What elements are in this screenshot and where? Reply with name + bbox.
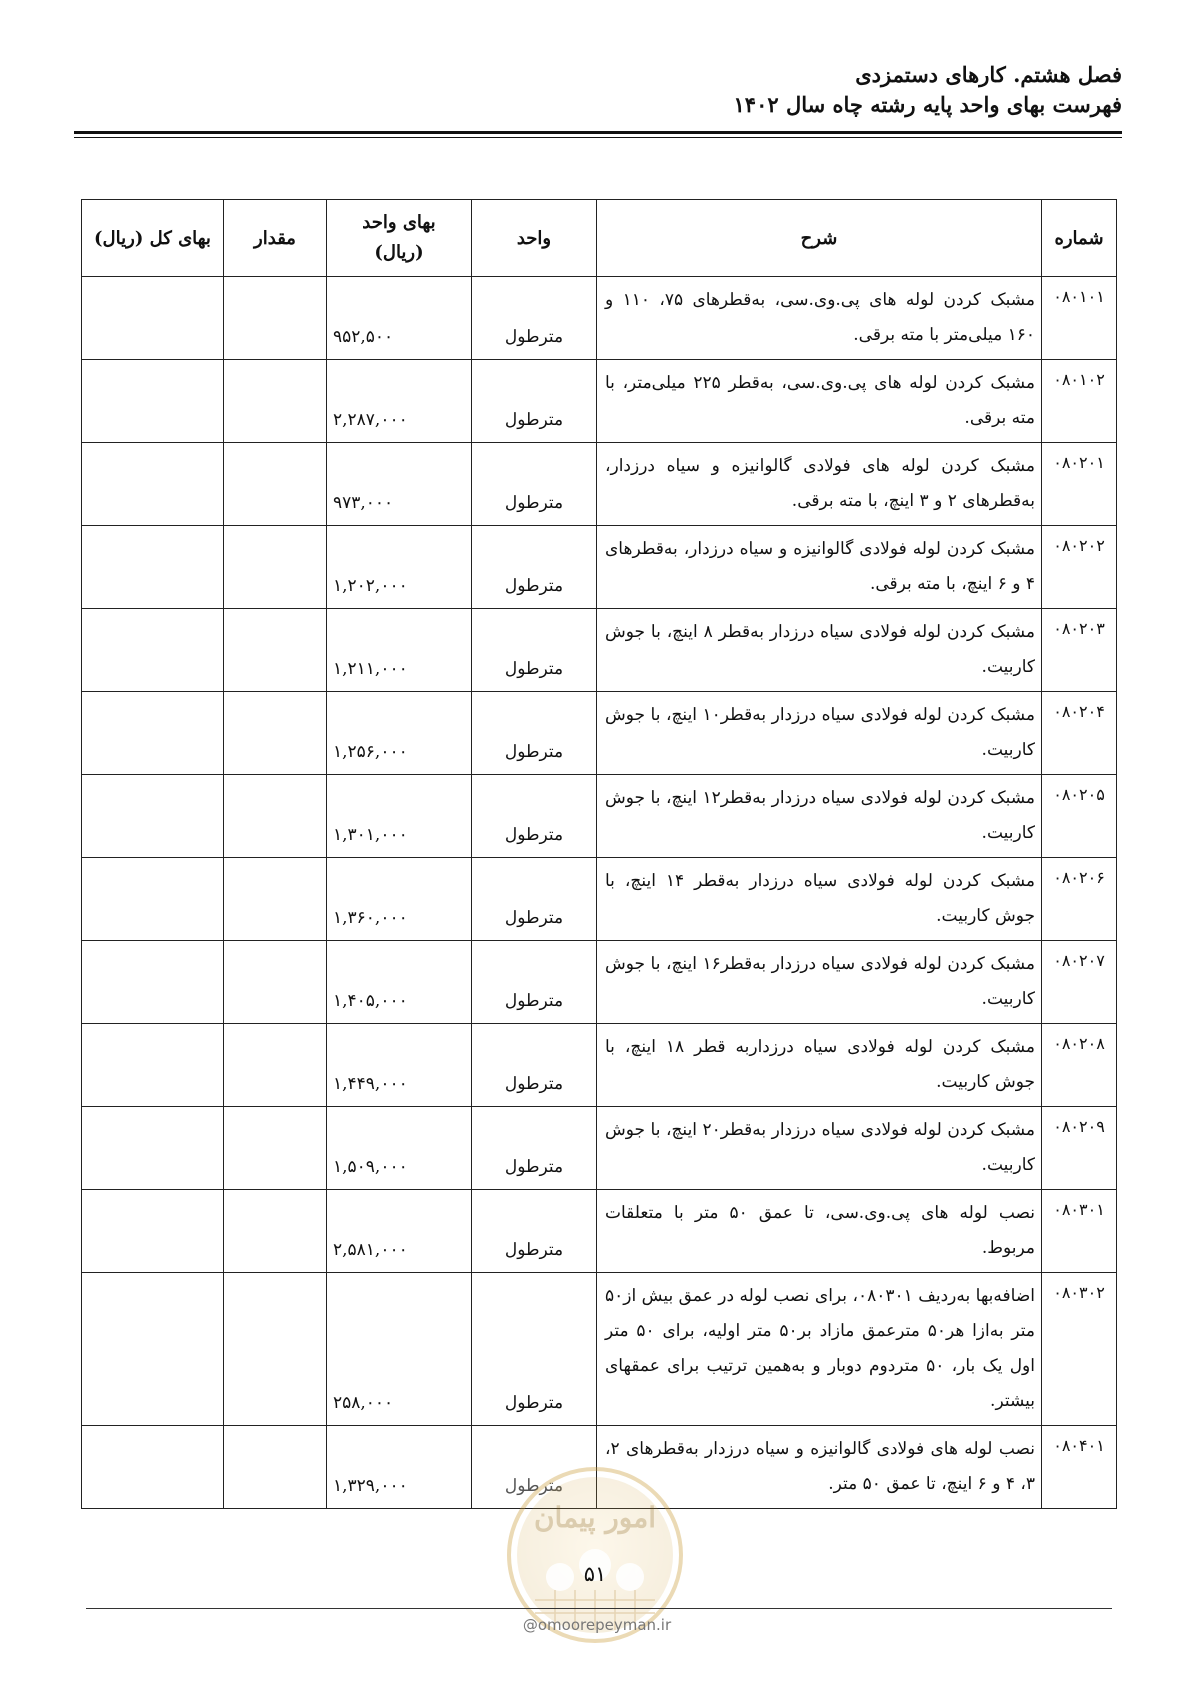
row-code: ۰۸۰۲۰۷	[1042, 941, 1117, 1024]
row-quantity	[224, 941, 327, 1024]
row-unit: مترطول	[472, 360, 597, 443]
row-unit-price: ۲۵۸,۰۰۰	[327, 1273, 472, 1426]
row-description: اضافه‌بها به‌ردیف ۰۸۰۳۰۱، برای نصب لوله در عمق بیش از۵۰ متر به‌ازا هر۵۰ مترعمق مازاد بر۵۰ متر اولیه، برای ۵۰ متر اول یک بار، ۵۰ متردوم دوبار و به‌همین ترتیب برای عمقهای بیشتر.	[597, 1273, 1042, 1426]
header-unit-price: بهای واحد (ریال)	[327, 200, 472, 277]
row-code: ۰۸۰۲۰۹	[1042, 1107, 1117, 1190]
row-unit: مترطول	[472, 1426, 597, 1509]
table-row	[82, 1273, 1117, 1426]
row-unit: مترطول	[472, 526, 597, 609]
row-unit: مترطول	[472, 941, 597, 1024]
table-row	[82, 858, 1117, 941]
row-unit: مترطول	[472, 692, 597, 775]
row-unit-price: ۱,۴۰۵,۰۰۰	[327, 941, 472, 1024]
row-description: مشبک کردن لوله های فولادی گالوانیزه و سیاه درزدار، به‌قطرهای ۲ و ۳ اینچ، با مته برقی.	[597, 443, 1042, 526]
row-total	[82, 443, 224, 526]
row-total	[82, 858, 224, 941]
row-unit-price: ۱,۲۱۱,۰۰۰	[327, 609, 472, 692]
row-unit-price: ۱,۳۰۱,۰۰۰	[327, 775, 472, 858]
row-unit: مترطول	[472, 1190, 597, 1273]
row-total	[82, 1024, 224, 1107]
footer-rule	[86, 1608, 1112, 1609]
row-unit-price: ۱,۲۰۲,۰۰۰	[327, 526, 472, 609]
row-quantity	[224, 526, 327, 609]
header-unit: واحد	[472, 200, 597, 277]
row-unit: مترطول	[472, 1107, 597, 1190]
row-total	[82, 1426, 224, 1509]
row-quantity	[224, 1426, 327, 1509]
row-code: ۰۸۰۲۰۶	[1042, 858, 1117, 941]
table-row	[82, 775, 1117, 858]
row-quantity	[224, 360, 327, 443]
table-row	[82, 360, 1117, 443]
table-row	[82, 941, 1117, 1024]
table-row	[82, 1107, 1117, 1190]
row-unit: مترطول	[472, 1024, 597, 1107]
row-total	[82, 1273, 224, 1426]
row-quantity	[224, 1107, 327, 1190]
row-description: مشبک کردن لوله فولادی سیاه درزدار به‌قطر ۸ اینچ، با جوش کاربیت.	[597, 609, 1042, 692]
row-code: ۰۸۰۲۰۴	[1042, 692, 1117, 775]
row-total	[82, 692, 224, 775]
row-total	[82, 609, 224, 692]
row-quantity	[224, 692, 327, 775]
row-description: مشبک کردن لوله فولادی سیاه درزدار به‌قطر۱۲ اینچ، با جوش کاربیت.	[597, 775, 1042, 858]
row-code: ۰۸۰۱۰۲	[1042, 360, 1117, 443]
row-code: ۰۸۰۲۰۱	[1042, 443, 1117, 526]
table-row	[82, 1024, 1117, 1107]
row-total	[82, 1107, 224, 1190]
row-description: مشبک کردن لوله فولادی سیاه درزداربه قطر ۱۸ اینچ، با جوش کاربیت.	[597, 1024, 1042, 1107]
row-unit-price: ۲,۵۸۱,۰۰۰	[327, 1190, 472, 1273]
header-description: شرح	[597, 200, 1042, 277]
price-table	[81, 199, 1117, 1509]
row-code: ۰۸۰۲۰۲	[1042, 526, 1117, 609]
header-rule-thin	[74, 137, 1122, 138]
row-description: مشبک کردن لوله فولادی سیاه درزدار به‌قطر۱۶ اینچ، با جوش کاربیت.	[597, 941, 1042, 1024]
row-unit-price: ۱,۴۴۹,۰۰۰	[327, 1024, 472, 1107]
row-quantity	[224, 858, 327, 941]
row-unit: مترطول	[472, 609, 597, 692]
row-code: ۰۸۰۴۰۱	[1042, 1426, 1117, 1509]
row-unit-price: ۱,۳۲۹,۰۰۰	[327, 1426, 472, 1509]
row-quantity	[224, 443, 327, 526]
row-code: ۰۸۰۲۰۸	[1042, 1024, 1117, 1107]
row-unit-price: ۱,۲۵۶,۰۰۰	[327, 692, 472, 775]
row-quantity	[224, 277, 327, 360]
row-description: نصب لوله های فولادی گالوانیزه و سیاه درزدار به‌قطرهای ۲، ۳، ۴ و ۶ اینچ، تا عمق ۵۰ متر.	[597, 1426, 1042, 1509]
row-unit: مترطول	[472, 1273, 597, 1426]
page-header	[74, 60, 1122, 120]
row-unit: مترطول	[472, 277, 597, 360]
row-code: ۰۸۰۱۰۱	[1042, 277, 1117, 360]
header-quantity: مقدار	[224, 200, 327, 277]
row-unit-price: ۹۵۲,۵۰۰	[327, 277, 472, 360]
table-row	[82, 526, 1117, 609]
row-description: مشبک کردن لوله های پی.وی.سی، به‌قطر ۲۲۵ میلی‌متر، با مته برقی.	[597, 360, 1042, 443]
row-description: مشبک کردن لوله فولادی سیاه درزدار به‌قطر۲۰ اینچ، با جوش کاربیت.	[597, 1107, 1042, 1190]
row-unit-price: ۲,۲۸۷,۰۰۰	[327, 360, 472, 443]
row-description: مشبک کردن لوله فولادی سیاه درزدار به‌قطر۱۰ اینچ، با جوش کاربیت.	[597, 692, 1042, 775]
page-number: ۵۱	[583, 1562, 607, 1586]
row-unit: مترطول	[472, 775, 597, 858]
row-quantity	[224, 609, 327, 692]
row-description: مشبک کردن لوله های پی.وی.سی، به‌قطرهای ۷۵، ۱۱۰ و ۱۶۰ میلی‌متر با مته برقی.	[597, 277, 1042, 360]
row-quantity	[224, 775, 327, 858]
row-description: مشبک کردن لوله فولادی گالوانیزه و سیاه درزدار، به‌قطرهای ۴ و ۶ اینچ، با مته برقی.	[597, 526, 1042, 609]
row-quantity	[224, 1273, 327, 1426]
table-row	[82, 443, 1117, 526]
row-total	[82, 941, 224, 1024]
table-row	[82, 609, 1117, 692]
row-unit-price: ۱,۳۶۰,۰۰۰	[327, 858, 472, 941]
row-total	[82, 277, 224, 360]
website-watermark: @omoorepeyman.ir	[522, 1616, 672, 1634]
table-header-row	[82, 200, 1117, 277]
seal-text: امور پیمان	[533, 1501, 657, 1534]
row-description: نصب لوله های پی.وی.سی، تا عمق ۵۰ متر با متعلقات مربوط.	[597, 1190, 1042, 1273]
row-total	[82, 775, 224, 858]
row-code: ۰۸۰۲۰۳	[1042, 609, 1117, 692]
row-code: ۰۸۰۳۰۲	[1042, 1273, 1117, 1426]
row-quantity	[224, 1024, 327, 1107]
header-total-price: بهای کل (ریال)	[82, 200, 224, 277]
row-unit-price: ۱,۵۰۹,۰۰۰	[327, 1107, 472, 1190]
row-total	[82, 526, 224, 609]
header-rule-thick	[74, 131, 1122, 134]
chapter-title: فصل هشتم. کارهای دستمزدی	[855, 62, 1122, 87]
row-code: ۰۸۰۲۰۵	[1042, 775, 1117, 858]
table-row	[82, 277, 1117, 360]
row-description: مشبک کردن لوله فولادی سیاه درزدار به‌قطر ۱۴ اینچ، با جوش کاربیت.	[597, 858, 1042, 941]
row-unit-price: ۹۷۳,۰۰۰	[327, 443, 472, 526]
row-unit: مترطول	[472, 443, 597, 526]
table-row	[82, 692, 1117, 775]
row-total	[82, 1190, 224, 1273]
row-total	[82, 360, 224, 443]
document-subtitle: فهرست بهای واحد پایه رشته چاه سال ۱۴۰۲	[733, 92, 1122, 117]
table-row	[82, 1190, 1117, 1273]
row-unit: مترطول	[472, 858, 597, 941]
row-quantity	[224, 1190, 327, 1273]
row-code: ۰۸۰۳۰۱	[1042, 1190, 1117, 1273]
header-code: شماره	[1042, 200, 1117, 277]
